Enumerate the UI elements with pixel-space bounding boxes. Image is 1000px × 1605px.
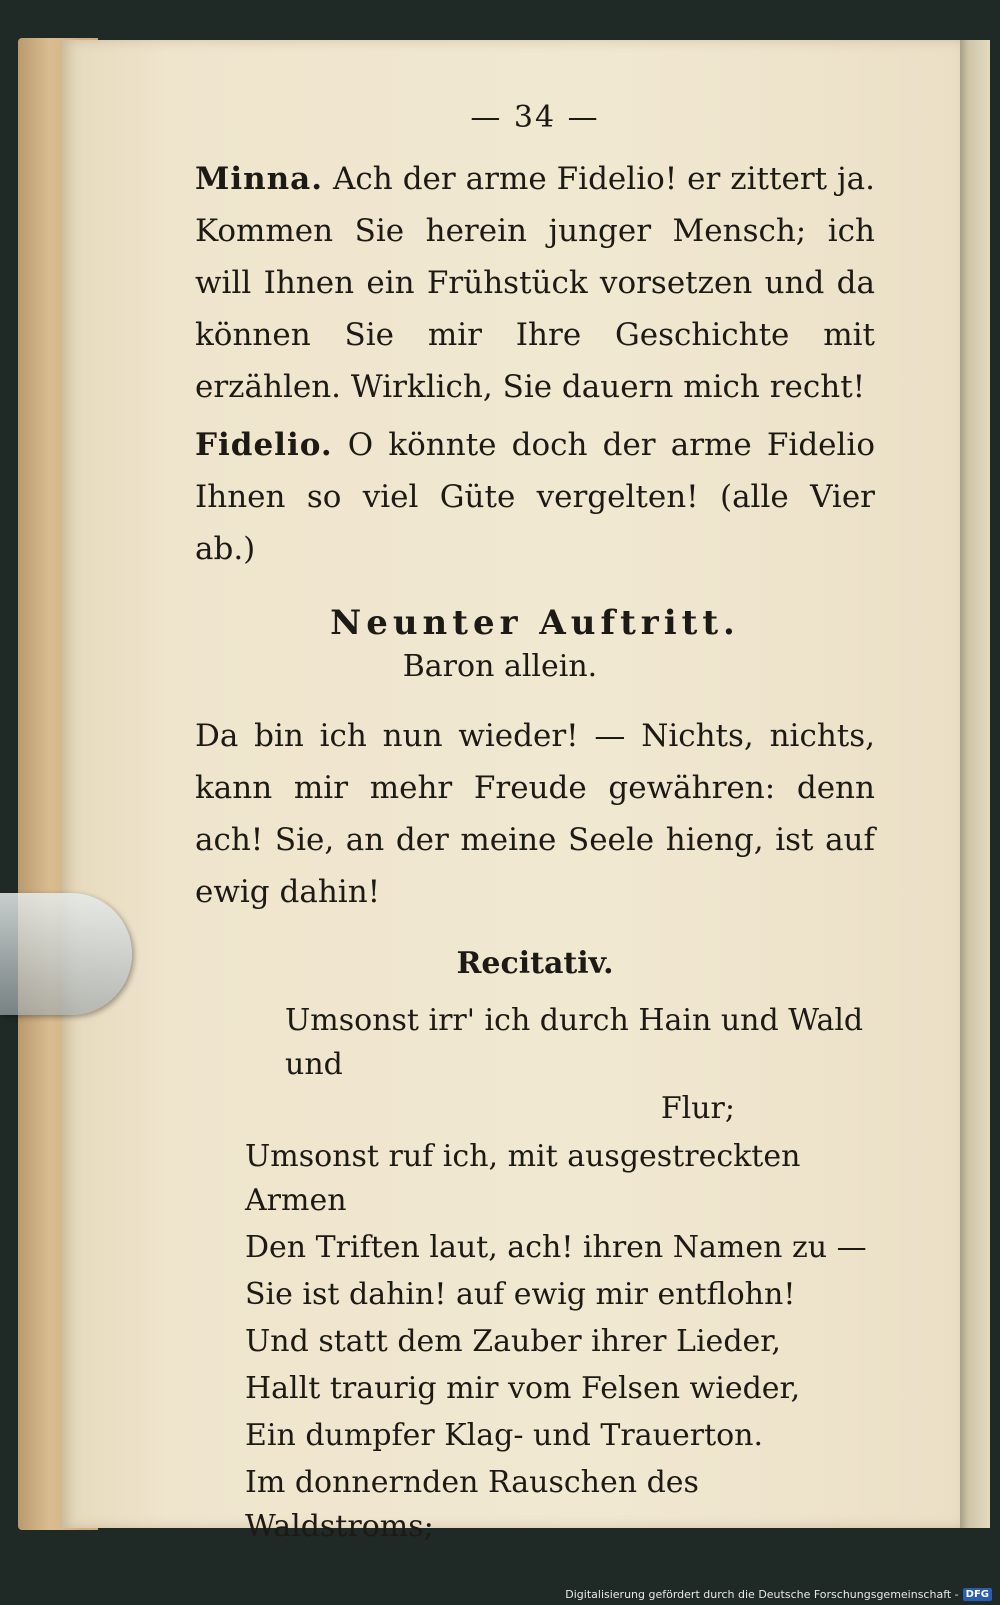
credit-text: Digitalisierung gefördert durch die Deutsche Forschungsgemeinschaft - (565, 1588, 959, 1601)
dialogue-text: Ach der arme Fidelio! er zittert ja. Kommen Sie herein junger Mensch; ich will Ihnen ein Frühstück vorsetzen und da können Sie mir Ihre Geschichte mit erzählen. Wirklich, Sie dauern mich recht! (195, 161, 875, 405)
verse-line: Den Triften laut, ach! ihren Namen zu — (245, 1230, 867, 1265)
dialogue-text: O könnte doch der arme Fidelio Ihnen so viel Güte vergelten! (alle Vier ab.) (195, 427, 875, 567)
verse-line: Ein dumpfer Klag- und Trauerton. (245, 1418, 764, 1453)
verse-line: Im donnernden Rauschen des Waldstroms; (245, 1465, 699, 1544)
baron-monologue: Da bin ich nun wieder! — Nichts, nichts, kann mir mehr Freude gewähren: denn ach! Sie, an der meine Seele hieng, ist auf ewig dahin! (195, 718, 875, 910)
verse-line: Umsonst ruf ich, mit ausgestreckten Armen (245, 1139, 801, 1218)
speaker-name: Minna. (195, 161, 324, 197)
page-holder-clip (0, 893, 132, 1015)
page-number: — 34 — (470, 100, 600, 135)
verse-line: Und statt dem Zauber ihrer Lieder, (245, 1324, 781, 1359)
dfg-logo: DFG (963, 1588, 992, 1601)
facing-page-edge (955, 40, 990, 1528)
dialogue-minna (195, 153, 875, 413)
verse-line-wrap: Flur; (660, 1091, 735, 1126)
speaker-name: Fidelio. (195, 427, 333, 463)
verse-line: Hallt traurig mir vom Felsen wieder, (245, 1371, 801, 1406)
verse-line: Sie ist dahin! auf ewig mir entflohn! (245, 1277, 796, 1312)
verse-line: Umsonst irr' ich durch Hain und Wald und (285, 1003, 864, 1082)
recitativ-label: Recitativ. (456, 946, 614, 981)
digitization-credit (565, 1588, 992, 1601)
scene-subheading: Baron allein. (402, 649, 598, 684)
page-text (195, 100, 875, 1552)
scene-heading: Neunter Auftritt. (330, 603, 740, 643)
dialogue-fidelio (195, 419, 875, 575)
